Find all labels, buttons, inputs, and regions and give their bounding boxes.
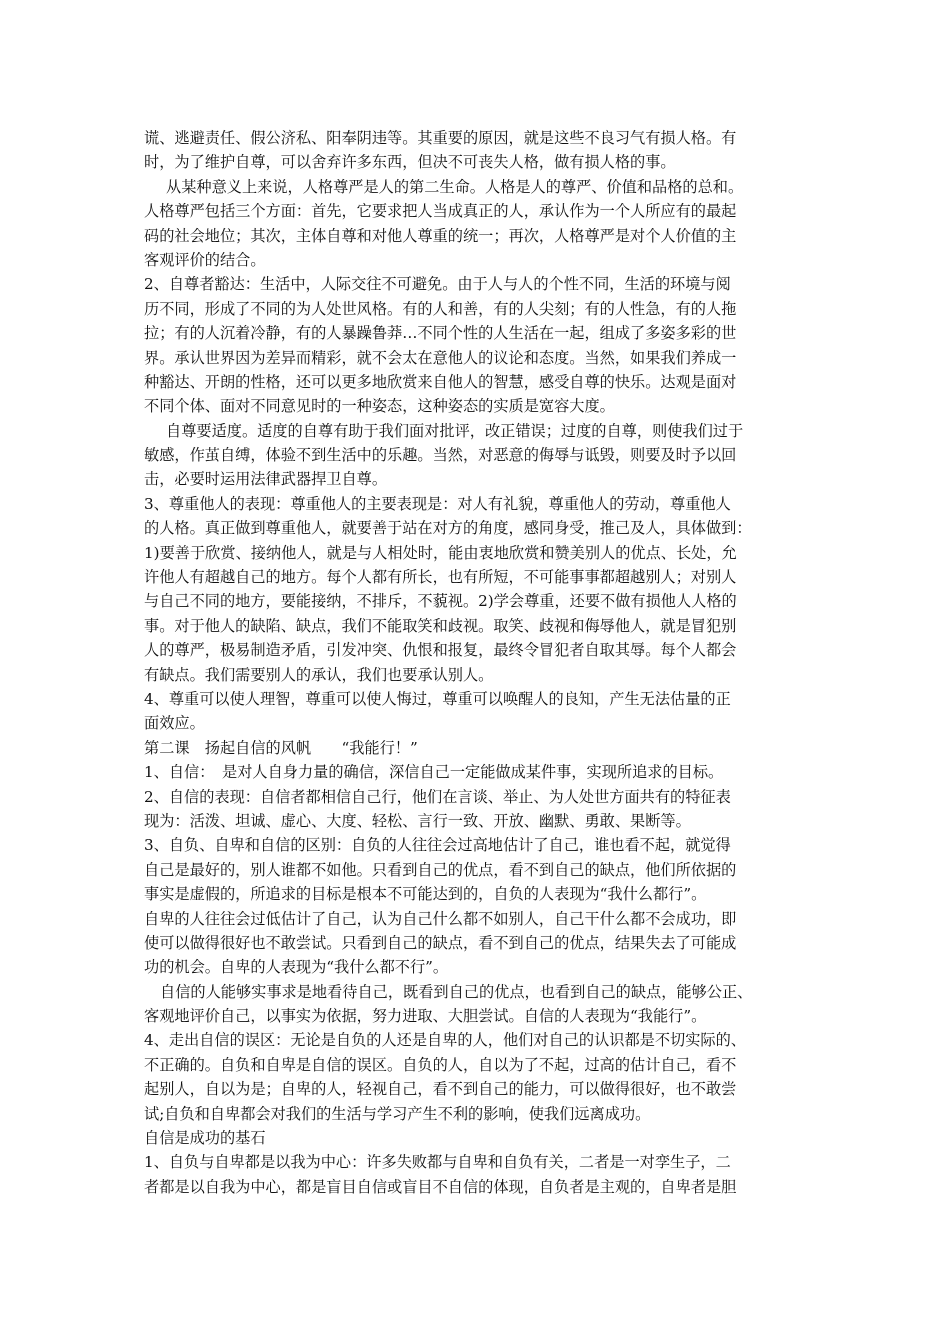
text-line: 自卑的人往往会过低估计了自己，认为自己什么都不如别人，自己干什么都不会成功，即 bbox=[144, 909, 737, 928]
text-line: 击，必要时运用法律武器捍卫自尊。 bbox=[144, 470, 387, 489]
text-line: 客观评价的结合。 bbox=[144, 250, 266, 269]
text-line: 有缺点。我们需要别人的承认，我们也要承认别人。 bbox=[144, 665, 494, 684]
text-line: 自信的人能够实事求是地看待自己，既看到自己的优点，也看到自己的缺点，能够公正、 bbox=[160, 982, 753, 1001]
text-line: 人的尊严，极易制造矛盾，引发冲突、仇恨和报复，最终令冒犯者自取其辱。每个人都会 bbox=[144, 641, 737, 660]
text-line: 不正确的。自负和自卑是自信的误区。自负的人，自以为了不起，过高的估计自己，看不 bbox=[144, 1055, 737, 1074]
text-line: 界。承认世界因为差异而精彩，就不会太在意他人的议论和态度。当然，如果我们养成一 bbox=[144, 348, 737, 367]
text-line: 许他人有超越自己的地方。每个人都有所长，也有所短，不可能事事都超越别人；对别人 bbox=[144, 568, 737, 587]
text-line: 的人格。真正做到尊重他人，就要善于站在对方的角度，感同身受，推己及人，具体做到： bbox=[144, 519, 752, 538]
text-line: 1)要善于欣赏、接纳他人，就是与人相处时，能由衷地欣赏和赞美别人的优点、长处，允 bbox=[144, 543, 737, 562]
text-line: 敏感，作茧自缚，体验不到生活中的乐趣。当然，对恶意的侮辱与诋毁，则要及时予以回 bbox=[144, 446, 737, 465]
text-line: 3、自负、自卑和自信的区别：自负的人往往会过高地估计了自己，谁也看不起，就觉得 bbox=[144, 836, 731, 855]
text-line: 拉；有的人沉着冷静，有的人暴躁鲁莽…不同个性的人生活在一起，组成了多姿多彩的世 bbox=[144, 324, 737, 343]
text-line: 种豁达、开朗的性格，还可以更多地欣赏来自他人的智慧，感受自尊的快乐。达观是面对 bbox=[144, 372, 737, 391]
text-line: 客观地评价自己，以事实为依据，努力进取、大胆尝试。自信的人表现为“我能行”。 bbox=[144, 1007, 707, 1026]
text-line: 不同个体、面对不同意见时的一种姿态，这种姿态的实质是宽容大度。 bbox=[144, 397, 615, 416]
text-line: 自己是最好的，别人谁都不如他。只看到自己的优点，看不到自己的缺点，他们所依据的 bbox=[144, 860, 737, 879]
text-line: 现为：活泼、坦诚、虚心、大度、轻松、言行一致、开放、幽默、勇敢、果断等。 bbox=[144, 811, 691, 830]
text-line: 3、尊重他人的表现：尊重他人的主要表现是：对人有礼貌，尊重他人的劳动，尊重他人 bbox=[144, 494, 731, 513]
text-line: 第二课 扬起自信的风帆 “我能行！” bbox=[144, 738, 418, 757]
text-line: 历不同，形成了不同的为人处世风格。有的人和善，有的人尖刻；有的人性急，有的人拖 bbox=[144, 299, 737, 318]
text-line: 4、尊重可以使人理智，尊重可以使人悔过，尊重可以唤醒人的良知，产生无法估量的正 bbox=[144, 689, 731, 708]
text-line: 1、自信： 是对人自身力量的确信，深信自己一定能做成某件事，实现所追求的目标。 bbox=[144, 763, 724, 782]
text-line: 2、自信的表现：自信者都相信自己行，他们在言谈、举止、为人处世方面共有的特征表 bbox=[144, 787, 731, 806]
text-line: 码的社会地位；其次，主体自尊和对他人尊重的统一；再次，人格尊严是对个人价值的主 bbox=[144, 226, 737, 245]
text-line: 谎、逃避责任、假公济私、阳奉阴违等。其重要的原因，就是这些不良习气有损人格。有 bbox=[144, 129, 737, 147]
text-line: 与自己不同的地方，要能接纳，不排斥，不藐视。2)学会尊重，还要不做有损他人人格的 bbox=[144, 592, 737, 611]
text-line: 从某种意义上来说，人格尊严是人的第二生命。人格是人的尊严、价值和品格的总和。 bbox=[166, 177, 744, 196]
text-line: 试;自负和自卑都会对我们的生活与学习产生不利的影响，使我们远离成功。 bbox=[144, 1104, 651, 1123]
document-body bbox=[144, 126, 804, 1199]
text-line: 4、走出自信的误区：无论是自负的人还是自卑的人，他们对自己的认识都是不切实际的、 bbox=[144, 1031, 746, 1050]
text-line: 自信是成功的基石 bbox=[144, 1129, 266, 1148]
text-line: 2、自尊者豁达：生活中，人际交往不可避免。由于人与人的个性不同，生活的环境与阅 bbox=[144, 275, 731, 294]
text-line: 事实是虚假的，所追求的目标是根本不可能达到的，自负的人表现为“我什么都行”。 bbox=[144, 885, 707, 904]
text-line: 起别人，自以为是；自卑的人，轻视自己，看不到自己的能力，可以做得很好，也不敢尝 bbox=[144, 1080, 737, 1099]
text-line: 人格尊严包括三个方面：首先，它要求把人当成真正的人，承认作为一个人所应有的最起 bbox=[144, 202, 737, 221]
text-line: 者都是以自我为中心，都是盲目自信或盲目不自信的体现，自负者是主观的，自卑者是胆 bbox=[144, 1177, 737, 1196]
text-line: 面效应。 bbox=[144, 714, 205, 733]
text-line: 自尊要适度。适度的自尊有助于我们面对批评，改正错误；过度的自尊，则使我们过于 bbox=[166, 421, 744, 440]
text-line: 功的机会。自卑的人表现为“我什么都不行”。 bbox=[144, 958, 449, 977]
text-line: 1、自负与自卑都是以我为中心：许多失败都与自卑和自负有关，二者是一对孪生子，二 bbox=[144, 1153, 731, 1172]
text-line: 时，为了维护自尊，可以舍弃许多东西，但决不可丧失人格，做有损人格的事。 bbox=[144, 153, 676, 172]
text-line: 事。对于他人的缺陷、缺点，我们不能取笑和歧视。取笑、歧视和侮辱他人，就是冒犯别 bbox=[144, 616, 737, 635]
text-line: 使可以做得很好也不敢尝试。只看到自己的缺点，看不到自己的优点，结果失去了可能成 bbox=[144, 933, 737, 952]
